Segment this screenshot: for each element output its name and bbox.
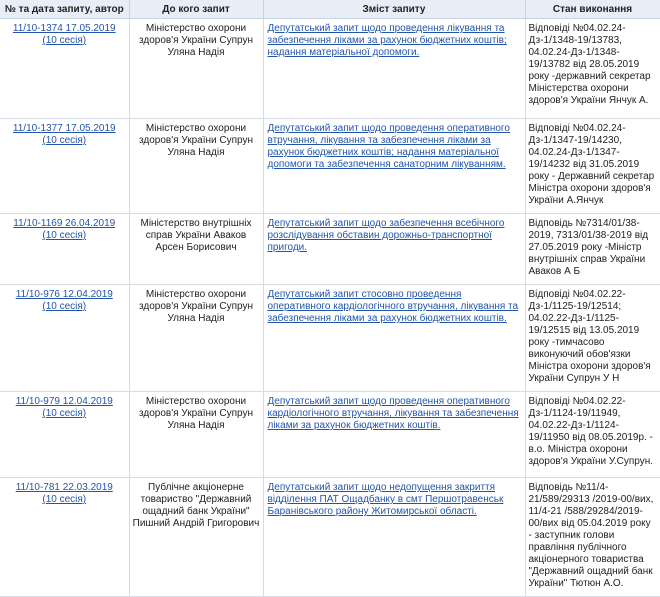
session-link[interactable]: (10 сесія) bbox=[42, 408, 87, 419]
subject-cell bbox=[263, 478, 525, 597]
table-row bbox=[0, 19, 660, 119]
header-num: № та дата запиту, автор bbox=[0, 0, 129, 19]
request-number-cell bbox=[0, 214, 129, 285]
subject-cell bbox=[263, 392, 525, 478]
header-subject: Зміст запиту bbox=[263, 0, 525, 19]
subject-link[interactable]: Депутатський запит стосовно проведення оперативного кардіологічного втручання, лікування та забезпечення ліками за рахунок бюджетних коштів. bbox=[267, 289, 519, 324]
subject-cell bbox=[263, 119, 525, 214]
subject-link[interactable]: Депутатський запит щодо проведення оперативного кардіологічного втручання, лікування та забезпечення ліками за рахунок бюджетних коштів. bbox=[267, 396, 519, 431]
session-link[interactable]: (10 сесія) bbox=[42, 35, 87, 46]
request-number-link[interactable]: 11/10-976 12.04.2019 bbox=[15, 289, 113, 300]
table-header-row bbox=[0, 0, 660, 19]
table-row bbox=[0, 478, 660, 597]
request-number-cell bbox=[0, 478, 129, 597]
subject-cell bbox=[263, 19, 525, 119]
request-number-cell bbox=[0, 119, 129, 214]
recipient-cell: Міністерство охорони здоров'я України Супрун Уляна Надія bbox=[129, 285, 263, 392]
request-number-link[interactable]: 11/10-781 22.03.2019 bbox=[15, 482, 113, 493]
session-link[interactable]: (10 сесія) bbox=[42, 135, 87, 146]
subject-link[interactable]: Депутатський запит щодо проведення оперативного втручання, лікування та забезпечення ліками за рахунок бюджетних коштів; надання матеріальної допомоги та забезпечення санаторним лікуванням. bbox=[267, 123, 510, 170]
recipient-cell: Міністерство охорони здоров'я України Супрун Уляна Надія bbox=[129, 119, 263, 214]
recipient-cell: Міністерство внутрішніх справ України Аваков Арсен Борисович bbox=[129, 214, 263, 285]
recipient-cell: Міністерство охорони здоров'я України Супрун Уляна Надія bbox=[129, 19, 263, 119]
status-cell: Відповіді №04.02.22-Дз-1/1125-19/12514; 04.02.22-Дз-1/1125-19/12515 від 13.05.2019 року -тимчасово виконуючий обов'язки Міністра охорони здоров'я України Супрун У Н bbox=[525, 285, 660, 392]
request-number-link[interactable]: 11/10-979 12.04.2019 bbox=[15, 396, 113, 407]
status-cell: Відповіді №04.02.22-Дз-1/1124-19/11949, 04.02.22-Дз-1/1124-19/11950 від 08.05.2019р. - в.о. Міністра охорони здоров'я України У.Супрун. bbox=[525, 392, 660, 478]
status-cell: Відповіді №04.02.24-Дз-1/1348-19/13783, 04.02.24-Дз-1/1348-19/13782 від 28.05.2019 року -державний секретар Міністерства охорони здоров'я України Янчук А. bbox=[525, 19, 660, 119]
request-number-link[interactable]: 11/10-1374 17.05.2019 bbox=[12, 23, 116, 34]
recipient-cell: Публічне акціонерне товариство "Державний ощадний банк України" Пишний Андрій Григорович bbox=[129, 478, 263, 597]
table-row bbox=[0, 214, 660, 285]
table-row bbox=[0, 392, 660, 478]
status-cell: Відповідь №11/4-21/589/29313 /2019-00/вих, 11/4-21 /588/29284/2019-00/вих від 05.04.2019 року - заступник голови правління публічного акціонерного товариства "Державний ощадний банк України" Тютюн А.О. bbox=[525, 478, 660, 597]
table-row bbox=[0, 119, 660, 214]
subject-link[interactable]: Депутатський запит щодо проведення лікування та забезпечення ліками за рахунок бюджетних коштів; надання матеріальної допомоги. bbox=[267, 23, 507, 58]
header-status: Стан виконання bbox=[525, 0, 660, 19]
subject-link[interactable]: Депутатський запит щодо забезпечення всебічного розслідування обставин дорожньо-транспортної пригоди. bbox=[267, 218, 505, 253]
header-to: До кого запит bbox=[129, 0, 263, 19]
session-link[interactable]: (10 сесія) bbox=[42, 494, 87, 505]
request-number-cell bbox=[0, 285, 129, 392]
session-link[interactable]: (10 сесія) bbox=[42, 301, 87, 312]
table-row bbox=[0, 285, 660, 392]
status-cell: Відповіді №04.02.24-Дз-1/1347-19/14230, 04.02.24-Дз-1/1347-19/14232 від 31.05.2019 року - Державний секретар Міністра охорони здоров'я України А.Янчук bbox=[525, 119, 660, 214]
status-cell: Відповідь №7314/01/38-2019, 7313/01/38-2019 від 27.05.2019 року -Міністр внутрішніх справ України Аваков А Б bbox=[525, 214, 660, 285]
session-link[interactable]: (10 сесія) bbox=[42, 230, 87, 241]
request-number-cell bbox=[0, 19, 129, 119]
recipient-cell: Міністерство охорони здоров'я України Супрун Уляна Надія bbox=[129, 392, 263, 478]
request-number-link[interactable]: 11/10-1377 17.05.2019 bbox=[12, 123, 116, 134]
subject-cell bbox=[263, 285, 525, 392]
request-number-cell bbox=[0, 392, 129, 478]
subject-link[interactable]: Депутатський запит щодо недопущення закриття відділення ПАТ Ощадбанку в смт Першотравенськ Баранівського району Житомирської області. bbox=[267, 482, 504, 517]
subject-cell bbox=[263, 214, 525, 285]
request-number-link[interactable]: 11/10-1169 26.04.2019 bbox=[13, 218, 116, 229]
